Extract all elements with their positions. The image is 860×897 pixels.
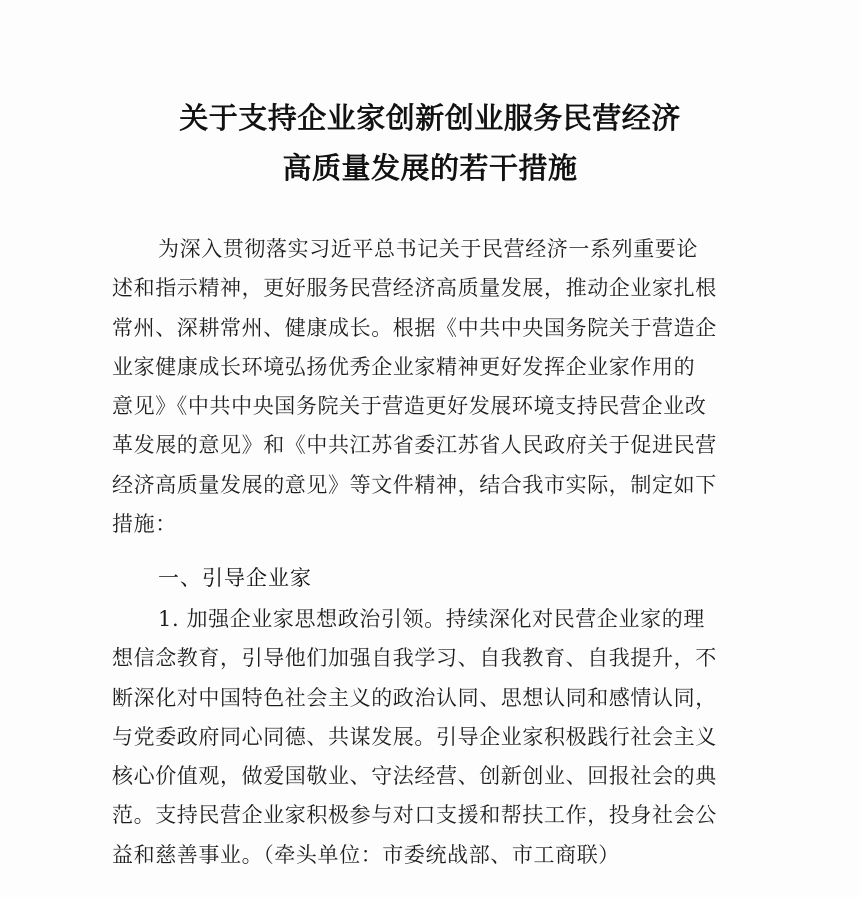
intro-line: 述和指示精神，更好服务民营经济高质量发展，推动企业家扎根 [112, 276, 717, 301]
intro-line: 为深入贯彻落实习近平总书记关于民营经济一系列重要论 [158, 237, 698, 261]
item-line: 1. 加强企业家思想政治引领。持续深化对民营企业家的理 [158, 607, 705, 631]
intro-line: 措施： [112, 512, 177, 537]
intro-line: 革发展的意见》和《中共江苏省委江苏省人民政府关于促进民营 [112, 433, 717, 458]
item-line: 核心价值观，做爱国敬业、守法经营、创新创业、回报社会的典 [112, 764, 717, 789]
intro-line: 业家健康成长环境弘扬优秀企业家精神更好发挥企业家作用的 [112, 354, 696, 379]
document-title-line-2: 高质量发展的若干措施 [282, 151, 578, 185]
intro-line: 常州、深耕常州、健康成长。根据《中共中央国务院关于营造企 [112, 315, 717, 340]
intro-line: 意见》《中共中央国务院关于营造更好发展环境支持民营企业改 [112, 394, 707, 419]
intro-paragraph [112, 230, 752, 544]
document-title-line-1: 关于支持企业家创新创业服务民营经济 [179, 101, 681, 135]
item-line: 范。支持民营企业家积极参与对口支援和帮扶工作，投身社会公 [112, 803, 717, 828]
item-line: 断深化对中国特色社会主义的政治认同、思想认同和感情认同， [112, 685, 717, 710]
item-line: 益和慈善事业。（牵头单位：市委统战部、市工商联） [112, 842, 620, 867]
item-1-paragraph [112, 600, 752, 875]
intro-line: 经济高质量发展的意见》等文件精神，结合我市实际，制定如下 [112, 472, 717, 497]
section-heading-1: 一、引导企业家 [158, 566, 312, 590]
item-line: 与党委政府同心同德、共谋发展。引导企业家积极践行社会主义 [112, 724, 717, 749]
item-line: 想信念教育，引导他们加强自我学习、自我教育、自我提升，不 [112, 646, 717, 671]
